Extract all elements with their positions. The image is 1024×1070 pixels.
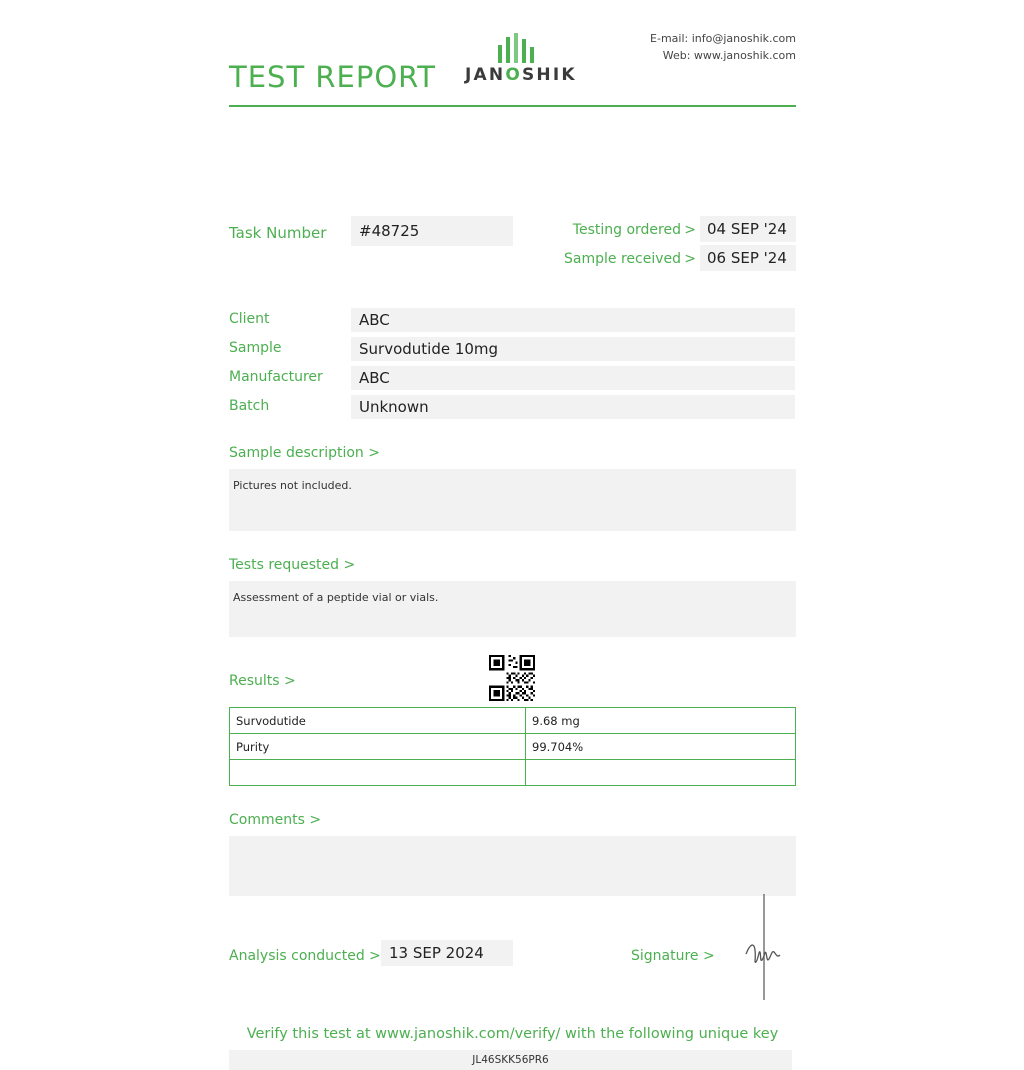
testing-ordered-value: 04 SEP '24 <box>700 216 796 242</box>
result-name <box>230 760 526 786</box>
table-row <box>230 708 796 734</box>
contact-email: E-mail: info@janoshik.com <box>650 32 796 45</box>
analysis-conducted-value: 13 SEP 2024 <box>381 940 513 966</box>
task-number-value: #48725 <box>351 216 513 246</box>
analysis-conducted-arrow: > <box>369 948 381 964</box>
sample-received-value: 06 SEP '24 <box>700 245 796 271</box>
sample-value: Survodutide 10mg <box>351 337 795 361</box>
testing-ordered-label: Testing ordered <box>572 222 681 238</box>
unique-key-box: JL46SKK56PR6 <box>229 1050 792 1070</box>
task-number-label: Task Number <box>229 224 327 242</box>
info-row <box>229 308 796 332</box>
logo-wordmark: JANOSHIK <box>465 65 577 85</box>
results-table <box>229 707 796 786</box>
task-row <box>229 216 796 272</box>
tests-requested-title: Tests requested > <box>229 557 356 573</box>
sample-info-block <box>229 308 796 419</box>
tests-requested-box <box>229 581 796 637</box>
sample-received-row <box>526 245 796 274</box>
signature-icon <box>724 892 790 1002</box>
table-row <box>230 760 796 786</box>
comments-title: Comments > <box>229 812 322 828</box>
manufacturer-label: Manufacturer <box>229 369 323 385</box>
result-value: 99.704% <box>526 734 796 760</box>
analysis-conducted-label: Analysis conducted <box>229 948 365 964</box>
janoshik-logo <box>465 33 575 85</box>
page-title: TEST REPORT <box>229 60 436 94</box>
verify-text: Verify this test at www.janoshik.com/verify/ with the following unique key <box>246 1026 779 1042</box>
table-row <box>230 734 796 760</box>
batch-value: Unknown <box>351 395 795 419</box>
manufacturer-value: ABC <box>351 366 795 390</box>
contact-web: Web: www.janoshik.com <box>662 49 796 62</box>
batch-label: Batch <box>229 398 270 414</box>
result-name: Survodutide <box>230 708 526 734</box>
report-content <box>229 0 796 1070</box>
results-title: Results > <box>229 673 296 689</box>
info-row <box>229 366 796 390</box>
contact-info <box>650 30 796 64</box>
results-header <box>229 661 796 707</box>
testing-ordered-row <box>526 216 796 245</box>
result-name: Purity <box>230 734 526 760</box>
client-label: Client <box>229 311 270 327</box>
footer-row <box>229 940 796 976</box>
result-value <box>526 760 796 786</box>
info-row <box>229 395 796 419</box>
testing-ordered-arrow: > <box>684 222 696 238</box>
signature-label: Signature > <box>631 948 715 964</box>
sample-label: Sample <box>229 340 282 356</box>
tests-requested-text: Assessment of a peptide vial or vials. <box>233 591 439 604</box>
logo-bars-icon <box>490 33 550 63</box>
dates-block <box>526 216 796 274</box>
info-row <box>229 337 796 361</box>
sample-received-label: Sample received <box>564 251 681 267</box>
qr-code-icon <box>489 655 535 701</box>
client-value: ABC <box>351 308 795 332</box>
sample-description-title: Sample description > <box>229 445 380 461</box>
sample-description-box <box>229 469 796 531</box>
comments-box <box>229 836 796 896</box>
sample-description-text: Pictures not included. <box>233 479 352 492</box>
report-header <box>229 0 796 92</box>
header-divider <box>229 105 796 107</box>
result-value: 9.68 mg <box>526 708 796 734</box>
sample-received-arrow: > <box>684 251 696 267</box>
